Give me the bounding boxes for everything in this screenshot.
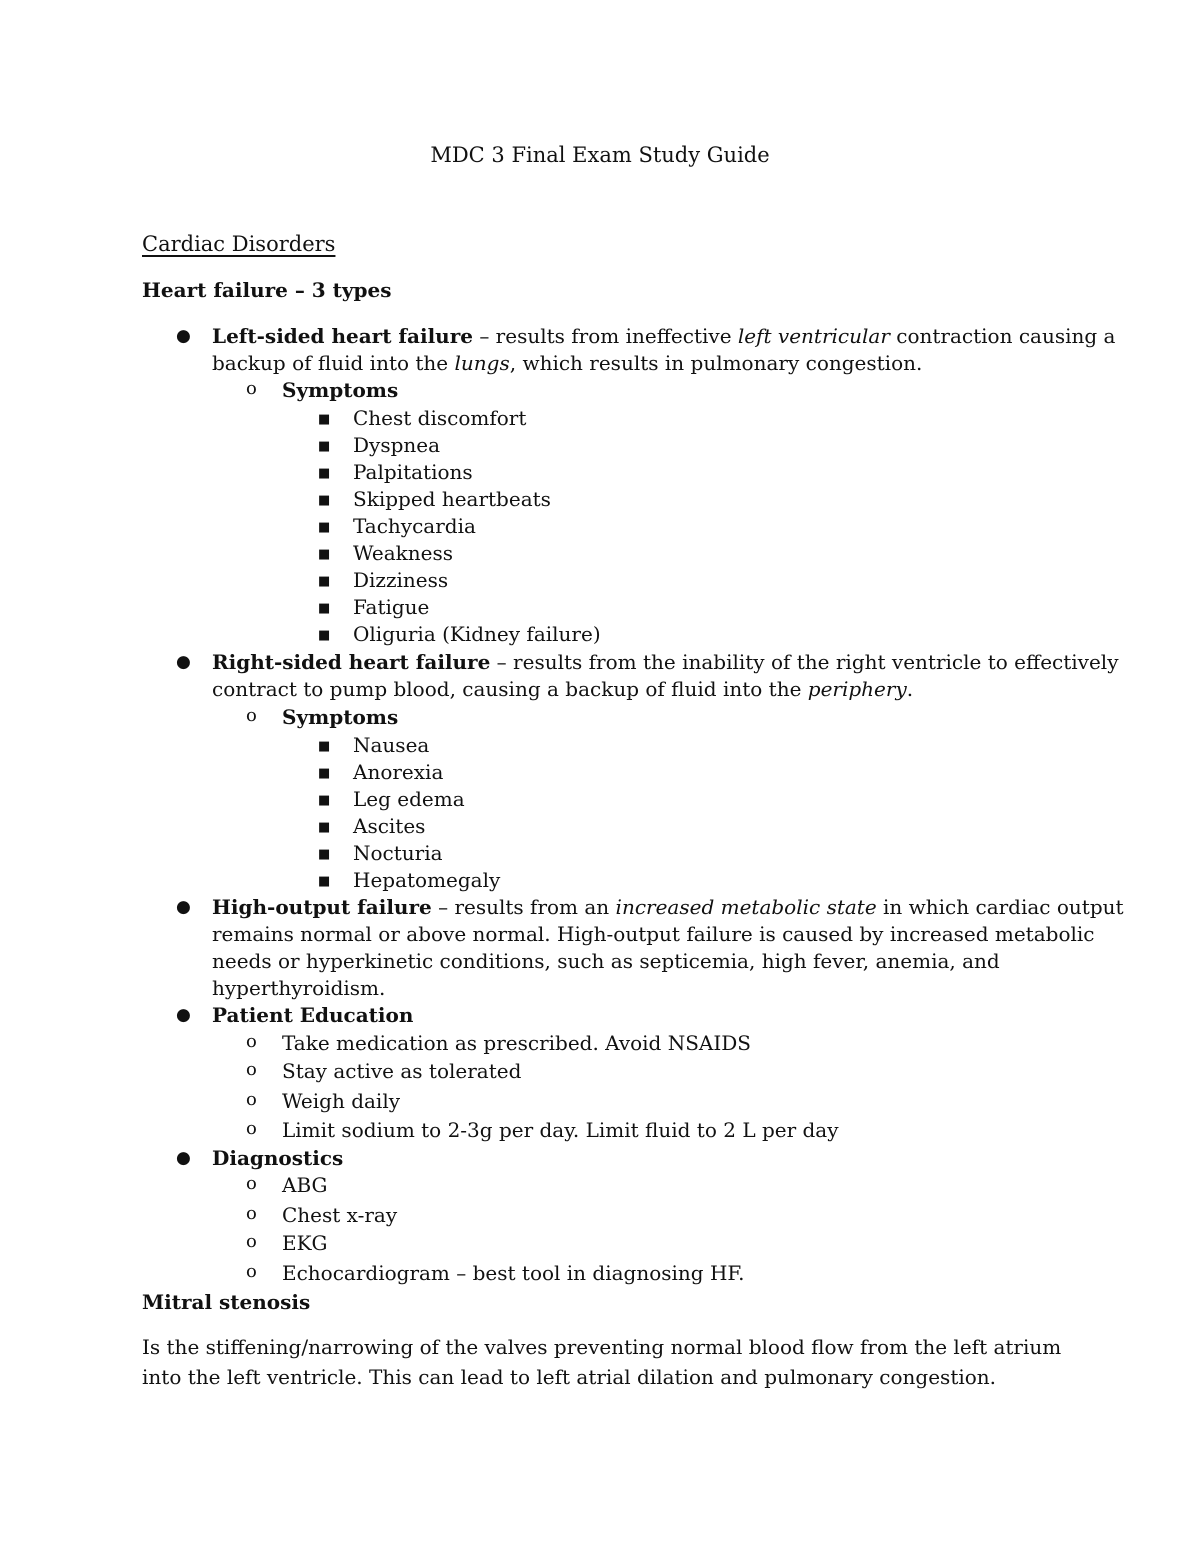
circle-marker: o xyxy=(246,1089,257,1110)
list-item: Nocturia xyxy=(353,841,443,865)
list-item: Dyspnea xyxy=(353,433,441,457)
circle-marker: o xyxy=(246,1261,257,1282)
left-sided-term: Left-sided heart failure xyxy=(212,324,473,348)
mitral-stenosis-heading: Mitral stenosis xyxy=(142,1290,311,1314)
square-marker: ■ xyxy=(318,493,331,508)
list-item: Weakness xyxy=(353,541,454,565)
square-marker: ■ xyxy=(318,847,331,862)
list-item: Palpitations xyxy=(353,460,473,484)
square-marker: ■ xyxy=(318,412,331,427)
bullet-marker: ● xyxy=(176,897,191,917)
left-sided-line-1: Left-sided heart failure – results from ineffective left ventricular contraction causing a xyxy=(212,324,1116,348)
list-item: EKG xyxy=(282,1231,328,1255)
circle-marker: o xyxy=(246,378,257,399)
list-item: Skipped heartbeats xyxy=(353,487,551,511)
left-sided-line-2: backup of fluid into the lungs, which results in pulmonary congestion. xyxy=(212,351,923,375)
bullet-marker: ● xyxy=(176,326,191,346)
circle-marker: o xyxy=(246,1031,257,1052)
list-item: Dizziness xyxy=(353,568,449,592)
circle-marker: o xyxy=(246,1173,257,1194)
right-sided-line-1: Right-sided heart failure – results from the inability of the right ventricle to effectively xyxy=(212,650,1119,674)
circle-marker: o xyxy=(246,1203,257,1224)
square-marker: ■ xyxy=(318,739,331,754)
list-item: Nausea xyxy=(353,733,430,757)
list-item: Stay active as tolerated xyxy=(282,1059,522,1083)
square-marker: ■ xyxy=(318,574,331,589)
high-output-line-4: hyperthyroidism. xyxy=(212,976,386,1000)
high-output-line-3: needs or hyperkinetic conditions, such as septicemia, high fever, anemia, and xyxy=(212,949,1000,973)
bullet-marker: ● xyxy=(176,1148,191,1168)
right-sided-line-2: contract to pump blood, causing a backup of fluid into the periphery. xyxy=(212,677,914,701)
list-item: Limit sodium to 2-3g per day. Limit fluid to 2 L per day xyxy=(282,1118,839,1142)
square-marker: ■ xyxy=(318,466,331,481)
list-item: Chest x-ray xyxy=(282,1203,398,1227)
list-item: Ascites xyxy=(353,814,426,838)
heart-failure-heading: Heart failure – 3 types xyxy=(142,278,392,302)
high-output-line-1: High-output failure – results from an increased metabolic state in which cardiac output xyxy=(212,895,1124,919)
patient-education-label: Patient Education xyxy=(212,1003,414,1027)
list-item: Leg edema xyxy=(353,787,465,811)
list-item: ABG xyxy=(282,1173,328,1197)
square-marker: ■ xyxy=(318,766,331,781)
high-output-term: High-output failure xyxy=(212,895,432,919)
list-item: Take medication as prescribed. Avoid NSAIDS xyxy=(282,1031,751,1055)
square-marker: ■ xyxy=(318,601,331,616)
list-item: Hepatomegaly xyxy=(353,868,501,892)
circle-marker: o xyxy=(246,1059,257,1080)
square-marker: ■ xyxy=(318,793,331,808)
square-marker: ■ xyxy=(318,874,331,889)
list-item: Weigh daily xyxy=(282,1089,401,1113)
left-symptoms-label: Symptoms xyxy=(282,378,399,402)
square-marker: ■ xyxy=(318,628,331,643)
square-marker: ■ xyxy=(318,820,331,835)
bullet-marker: ● xyxy=(176,652,191,672)
list-item: Tachycardia xyxy=(353,514,476,538)
page-title: MDC 3 Final Exam Study Guide xyxy=(430,143,770,167)
circle-marker: o xyxy=(246,705,257,726)
right-sided-term: Right-sided heart failure xyxy=(212,650,491,674)
diagnostics-label: Diagnostics xyxy=(212,1146,344,1170)
list-item: Oliguria (Kidney failure) xyxy=(353,622,601,646)
square-marker: ■ xyxy=(318,520,331,535)
list-item: Echocardiogram – best tool in diagnosing HF. xyxy=(282,1261,745,1285)
right-symptoms-label: Symptoms xyxy=(282,705,399,729)
square-marker: ■ xyxy=(318,439,331,454)
list-item: Anorexia xyxy=(353,760,444,784)
circle-marker: o xyxy=(246,1118,257,1139)
list-item: Fatigue xyxy=(353,595,430,619)
circle-marker: o xyxy=(246,1231,257,1252)
high-output-line-2: remains normal or above normal. High-output failure is caused by increased metabolic xyxy=(212,922,1095,946)
bullet-marker: ● xyxy=(176,1005,191,1025)
list-item: Chest discomfort xyxy=(353,406,527,430)
section-heading: Cardiac Disorders xyxy=(142,232,336,256)
mitral-stenosis-paragraph: Is the stiffening/narrowing of the valves preventing normal blood flow from the left atrium into the left ventricle. This can lead to left atrial dilation and pulmonary congestion. xyxy=(142,1335,1062,1389)
square-marker: ■ xyxy=(318,547,331,562)
